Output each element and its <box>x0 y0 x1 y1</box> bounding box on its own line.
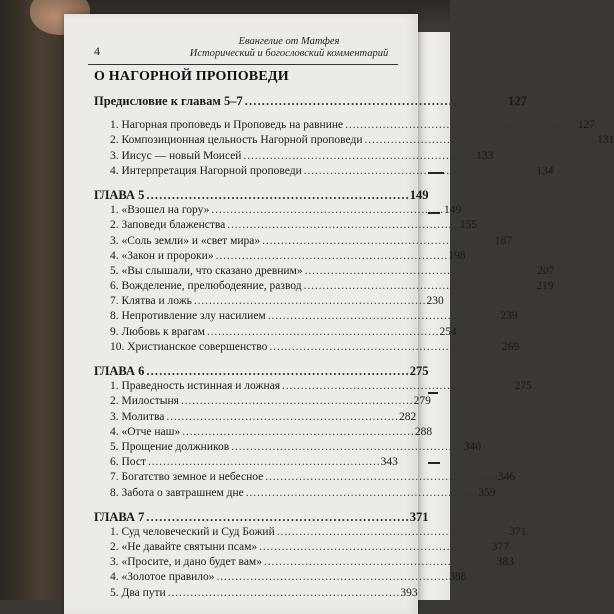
toc-title: Предисловие к главам 5–7 <box>94 94 243 108</box>
dot-leader <box>262 234 493 249</box>
toc-page-number: 134 <box>536 164 554 177</box>
toc-page-number: 254 <box>439 325 457 338</box>
toc-entry <box>94 203 462 218</box>
toc-entry <box>94 379 532 394</box>
toc-title: 2. «Не давайте святыни псам» <box>110 541 258 554</box>
toc-entry <box>94 149 494 164</box>
toc-title: 6. Вожделение, прелюбодеяние, развод <box>110 280 302 293</box>
toc-page-number: 275 <box>409 364 429 378</box>
toc-entry <box>94 540 510 555</box>
toc-title: 7. Богатство земное и небесное <box>110 471 264 484</box>
dot-leader <box>211 203 442 218</box>
toc-entry <box>94 264 555 279</box>
dot-leader <box>166 410 397 425</box>
dot-leader <box>181 394 412 409</box>
toc-title: ГЛАВА 6 <box>94 364 145 378</box>
dot-leader <box>305 264 536 279</box>
toc-page-number: 371 <box>509 525 527 538</box>
toc-page-number: 359 <box>478 486 496 499</box>
table-of-contents <box>94 94 614 601</box>
toc-page-number: 275 <box>514 380 532 393</box>
toc-entry <box>94 118 595 133</box>
dot-leader <box>243 149 474 164</box>
group-gap <box>94 355 392 364</box>
dot-leader <box>146 188 407 203</box>
dot-leader <box>304 279 535 294</box>
toc-title: 4. «Золотое правило» <box>110 571 215 584</box>
toc-page-number: 230 <box>426 295 444 308</box>
toc-title: 4. «Отче наш» <box>110 425 181 438</box>
toc-page-number: 383 <box>496 556 514 569</box>
toc-title: 1. «Взошел на гору» <box>110 204 210 217</box>
toc-entry <box>94 309 518 324</box>
group-gap <box>94 501 392 510</box>
dot-leader <box>265 470 496 485</box>
toc-entry <box>94 249 466 264</box>
toc-page-number: 279 <box>413 395 431 408</box>
toc-title: 6. Пост <box>110 456 146 469</box>
toc-page-number: 149 <box>409 187 429 202</box>
group-gap <box>94 179 392 188</box>
toc-page-number: 149 <box>444 204 462 217</box>
toc-page-number: 219 <box>536 280 554 293</box>
toc-page-number: 393 <box>400 586 418 599</box>
toc-title: 5. Два пути <box>110 586 166 599</box>
toc-entry <box>94 525 527 540</box>
toc-entry <box>94 470 516 485</box>
running-head-line2: Исторический и богословский комментарий <box>189 48 389 59</box>
toc-page-number: 269 <box>502 340 520 353</box>
dot-leader <box>268 309 499 324</box>
toc-page-number: 371 <box>409 509 429 524</box>
toc-page-number: 207 <box>537 264 555 277</box>
toc-page-number: 282 <box>398 410 417 423</box>
running-head-line1: Евангелие от Матфея <box>238 36 340 47</box>
toc-title: 4. Интерпретация Нагорной проповеди <box>110 164 302 177</box>
dot-leader <box>146 364 407 379</box>
toc-title: 1. Праведность истинная и ложная <box>110 380 281 393</box>
toc-page-number: 288 <box>414 425 433 438</box>
dot-leader <box>259 540 490 555</box>
toc-title: 2. Композиционная цельность Нагорной проповеди <box>110 134 363 147</box>
toc-entry <box>94 440 482 455</box>
toc-title: 3. Молитва <box>110 410 165 423</box>
toc-entry <box>94 455 398 470</box>
toc-page-number: 155 <box>459 219 478 232</box>
toc-page-number: 340 <box>463 440 482 453</box>
toc-title: 2. Заповеди блаженства <box>110 219 226 232</box>
toc-title: ГЛАВА 5 <box>94 187 145 202</box>
toc-title: 4. «Закон и пророки» <box>110 249 214 262</box>
dot-leader <box>345 118 576 133</box>
toc-page-number: 187 <box>494 234 512 247</box>
toc-title: 1. Нагорная проповедь и Проповедь на равнине <box>110 119 344 132</box>
toc-title: 10. Христианское совершенство <box>110 340 268 353</box>
toc-entry <box>94 294 444 309</box>
toc-entry <box>94 164 554 179</box>
background-left <box>0 0 70 600</box>
toc-entry <box>94 394 431 409</box>
toc-title: 9. Любовь к врагам <box>110 325 205 338</box>
dot-leader <box>245 94 506 109</box>
dot-leader <box>227 218 458 233</box>
dot-leader <box>277 525 508 540</box>
toc-entry <box>94 425 433 440</box>
toc-page-number: 131 <box>597 134 614 147</box>
toc-entry <box>94 340 520 355</box>
spacer <box>94 109 392 118</box>
toc-entry <box>94 486 496 501</box>
toc-page-number: 377 <box>491 541 510 554</box>
toc-page-number: 346 <box>497 471 516 484</box>
toc-entry <box>94 325 457 340</box>
dot-leader <box>246 486 477 501</box>
dot-leader <box>217 570 448 585</box>
dot-leader <box>194 294 425 309</box>
dot-leader <box>231 440 462 455</box>
toc-entry <box>94 133 614 148</box>
toc-heading <box>94 509 429 525</box>
dot-leader <box>364 133 595 148</box>
toc-entry <box>94 279 554 294</box>
book-page <box>64 14 614 614</box>
toc-entry <box>94 410 417 425</box>
toc-title: 3. «Просите, и дано будет вам» <box>110 556 262 569</box>
dot-leader <box>182 425 413 440</box>
header-rule <box>88 64 398 65</box>
dot-leader <box>168 586 399 601</box>
section-title: О НАГОРНОЙ ПРОПОВЕДИ <box>94 69 289 84</box>
toc-page-number: 127 <box>508 94 527 108</box>
toc-page-number: 133 <box>476 149 494 162</box>
toc-title: 3. Иисус — новый Моисей <box>110 149 242 162</box>
toc-title: 5. «Вы слышали, что сказано древним» <box>110 264 303 277</box>
dot-leader <box>148 455 379 470</box>
toc-title: 5. Прощение должников <box>110 440 230 453</box>
toc-page-number: 198 <box>448 249 466 262</box>
toc-page-number: 343 <box>380 456 398 469</box>
toc-entry <box>94 570 467 585</box>
dot-leader <box>264 555 495 570</box>
toc-page-number: 127 <box>577 119 595 132</box>
toc-heading <box>94 94 527 109</box>
toc-title: 2. Милостыня <box>110 395 179 408</box>
page-number: 4 <box>94 44 100 58</box>
dot-leader <box>207 325 438 340</box>
running-head <box>174 36 404 60</box>
dot-leader <box>216 249 447 264</box>
dot-leader <box>146 510 407 525</box>
toc-title: 8. Забота о завтрашнем дне <box>110 486 244 499</box>
dot-leader <box>269 340 500 355</box>
toc-entry <box>94 555 514 570</box>
dot-leader <box>282 379 513 394</box>
toc-title: 7. Клятва и ложь <box>110 295 192 308</box>
toc-entry <box>94 586 418 601</box>
toc-entry <box>94 218 478 233</box>
dot-leader <box>304 164 535 179</box>
toc-heading <box>94 187 429 203</box>
toc-title: 3. «Соль земли» и «свет мира» <box>110 234 261 247</box>
toc-entry <box>94 234 512 249</box>
toc-title: ГЛАВА 7 <box>94 509 145 524</box>
toc-heading <box>94 364 429 379</box>
toc-title: 8. Непротивление злу насилием <box>110 310 266 323</box>
toc-title: 1. Суд человеческий и Суд Божий <box>110 525 275 538</box>
toc-page-number: 239 <box>500 310 518 323</box>
toc-page-number: 388 <box>449 571 467 584</box>
